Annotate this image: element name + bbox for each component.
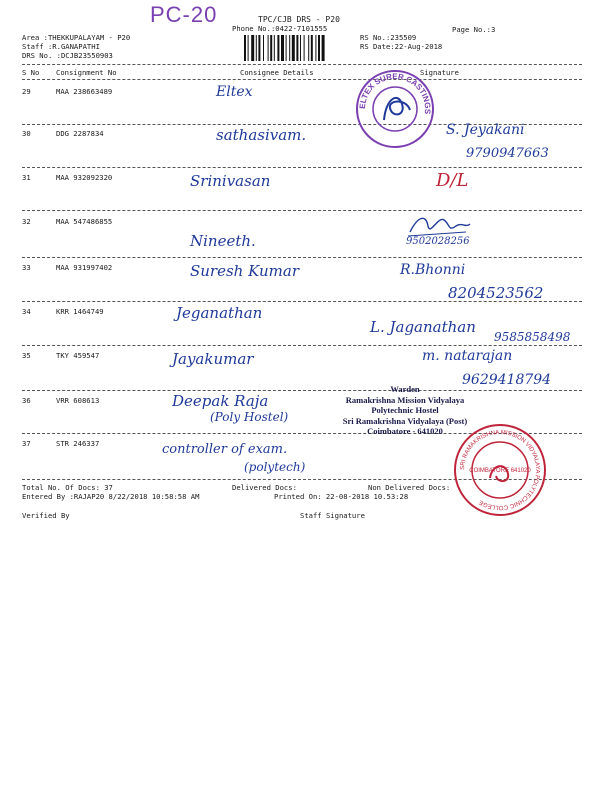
row-29-consignment: MAA 238663489 [56, 87, 113, 96]
doc-title: TPC/CJB DRS - P20 [258, 15, 340, 24]
eltex-stamp-ring-text: ELTEX SURER CASTINGS [357, 71, 433, 115]
row-29-sno: 29 [22, 87, 31, 96]
rs-number: RS No.:235509 [360, 33, 417, 42]
row-36-sno: 36 [22, 396, 31, 405]
delivered-docs: Delivered Docs: [232, 483, 297, 492]
row-31-consignment: MAA 932092320 [56, 173, 113, 182]
warden-line-4: Sri Ramakrishna Vidyalaya (Post) [342, 415, 468, 426]
row-35-consignment: TKY 459547 [56, 351, 100, 360]
area-field: Area :THEKKUPALAYAM - P20 [22, 33, 131, 42]
row-33-consignee: Suresh Kumar [190, 262, 299, 280]
row-35-consignee: Jayakumar [172, 350, 254, 368]
barcode-icon [244, 35, 354, 61]
row-29-consignee: Eltex [216, 84, 253, 100]
row-30-signature: S. Jeyakani [446, 122, 525, 138]
row-32-phone: 9502028256 [406, 236, 470, 247]
row-35-sno: 35 [22, 351, 31, 360]
warden-line-3: Polytechnic Hostel [371, 405, 439, 415]
printed-on: Printed On: 22-08-2018 10.53:28 [274, 492, 409, 501]
row-34-consignee: Jeganathan [176, 304, 263, 322]
row-37-consignment: STR 246337 [56, 439, 100, 448]
row-36-consignee-note: (Poly Hostel) [210, 410, 289, 424]
col-consignment: Consignment No [56, 68, 117, 77]
drs-number-field: DRS No. :DCJB23550903 [22, 51, 113, 60]
row-34-consignment: KRR 1464749 [56, 307, 104, 316]
row-37-consignee: controller of exam. [162, 442, 288, 457]
row-35-signature: m. natarajan [422, 348, 513, 364]
row-32-sno: 32 [22, 217, 31, 226]
row-33-signature: R.Bhonni [400, 262, 466, 278]
row-30-phone: 9790947663 [466, 146, 549, 161]
warden-stamp [340, 384, 470, 437]
row-34-phone: 9585858498 [494, 330, 571, 344]
college-seal-center: COIMBATORE 641020 [469, 468, 531, 474]
entered-by: Entered By :RAJAP20 8/22/2018 10:58:58 AM [22, 492, 200, 501]
non-delivered-docs: Non Delivered Docs: [368, 483, 451, 492]
row-31-signature: D/L [436, 170, 469, 191]
total-docs: Total No. Of Docs: 37 [22, 483, 113, 492]
warden-line-1: Warden [390, 384, 420, 394]
row-34-signature: L. Jaganathan [370, 318, 476, 336]
row-33-phone: 8204523562 [448, 284, 544, 302]
row-31-sno: 31 [22, 173, 31, 182]
col-signature: Signature [420, 68, 459, 77]
row-30-sno: 30 [22, 129, 31, 138]
col-sno: S No [22, 68, 40, 77]
eltex-stamp [354, 68, 436, 150]
row-32-consignee: Nineeth. [190, 232, 256, 250]
pc-mark: PC-20 [150, 2, 218, 27]
row-34-sno: 34 [22, 307, 31, 316]
row-33-sno: 33 [22, 263, 31, 272]
row-31-consignee: Srinivasan [190, 172, 271, 190]
row-35-phone: 9629418794 [462, 372, 552, 388]
warden-line-2: Ramakrishna Mission Vidyalaya [345, 394, 465, 405]
college-seal-ring-text: SRI RAMAKRISHNA MISSION VIDYALAYA POLYTECHNIC COLLEGE [459, 429, 541, 511]
phone-number: Phone No.:0422-7101555 [232, 24, 328, 33]
svg-text:ELTEX SURER CASTINGS [358, 72, 432, 115]
row-37-sno: 37 [22, 439, 31, 448]
row-36-consignee: Deepak Raja [172, 392, 269, 410]
verified-by: Verified By [22, 511, 70, 520]
rs-date: RS Date:22-Aug-2018 [360, 42, 443, 51]
warden-line-5: Coimbatore - 641020 [367, 426, 443, 436]
col-consignee: Consignee Details [240, 68, 314, 77]
row-32-consignment: MAA 547486855 [56, 217, 113, 226]
row-36-consignment: VRR 608613 [56, 396, 100, 405]
row-33-consignment: MAA 931997402 [56, 263, 113, 272]
staff-signature: Staff Signature [300, 511, 365, 520]
row-30-consignee: sathasivam. [216, 126, 307, 144]
row-30-consignment: DDG 2287834 [56, 129, 104, 138]
row-37-consignee-note: (polytech) [244, 460, 306, 474]
page-number: Page No.:3 [452, 25, 496, 34]
staff-field: Staff :R.GANAPATHI [22, 42, 100, 51]
